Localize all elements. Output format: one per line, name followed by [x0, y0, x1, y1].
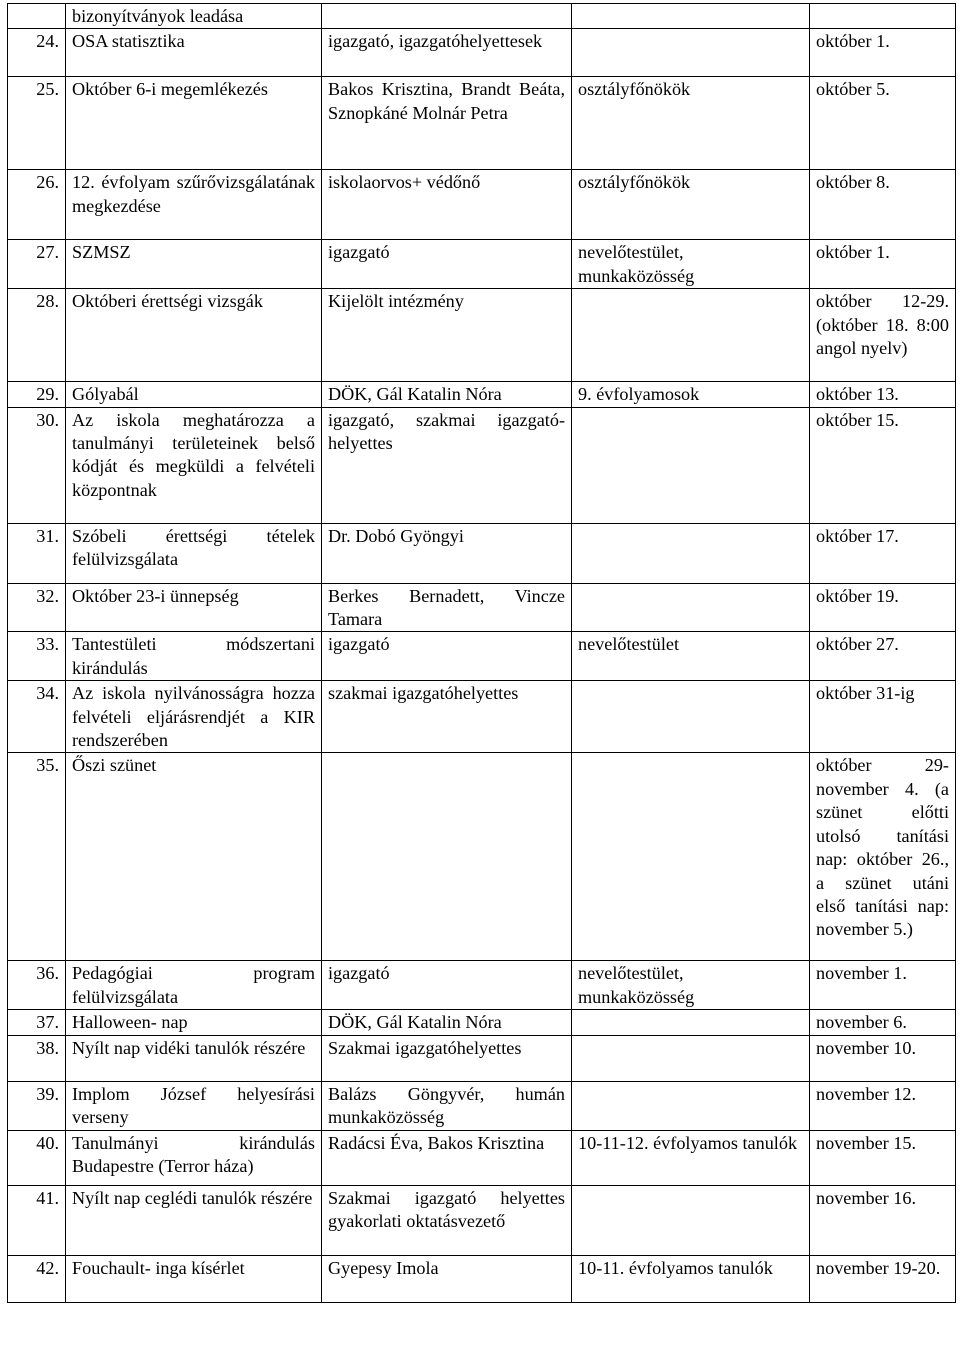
participants-cell: [572, 1185, 810, 1255]
responsible-cell: igazgató, igazgatóhelyettesek: [322, 29, 572, 77]
task-cell: Halloween- nap: [66, 1010, 322, 1035]
schedule-document: [7, 3, 956, 1303]
responsible-cell: Szakmai igazgató helyettes gyakorlati oktatásvezető: [322, 1185, 572, 1255]
participants-cell: [572, 583, 810, 632]
participants-cell: 10-11-12. évfolyamos tanulók: [572, 1130, 810, 1185]
table-row: [8, 1185, 956, 1255]
schedule-table: [7, 3, 956, 1303]
task-cell: Tanulmányi kirándulás Budapestre (Terror háza): [66, 1130, 322, 1185]
row-number: 24.: [8, 29, 66, 77]
participants-cell: osztályfőnökök: [572, 170, 810, 240]
participants-cell: osztályfőnökök: [572, 77, 810, 170]
date-cell: november 1.: [810, 961, 956, 1010]
row-number: 31.: [8, 523, 66, 583]
table-row: [8, 583, 956, 632]
row-number: [8, 4, 66, 29]
participants-cell: [572, 407, 810, 523]
row-number: 34.: [8, 681, 66, 753]
date-cell: október 8.: [810, 170, 956, 240]
date-cell: október 5.: [810, 77, 956, 170]
responsible-cell: Bakos Krisztina, Brandt Beáta, Sznopkáné Molnár Petra: [322, 77, 572, 170]
task-cell: Gólyabál: [66, 382, 322, 407]
task-cell: Októberi érettségi vizsgák: [66, 289, 322, 382]
participants-cell: [572, 1081, 810, 1130]
row-number: 41.: [8, 1185, 66, 1255]
responsible-cell: igazgató: [322, 632, 572, 681]
row-number: 28.: [8, 289, 66, 382]
schedule-table-body: [8, 4, 956, 1303]
date-cell: október 29- november 4. (a szünet előtti utolsó tanítási nap: október 26., a szünet utáni első tanítási nap: november 5.): [810, 753, 956, 961]
participants-cell: [572, 1035, 810, 1081]
participants-cell: [572, 681, 810, 753]
table-row: [8, 382, 956, 407]
table-row: [8, 170, 956, 240]
task-cell: SZMSZ: [66, 240, 322, 289]
row-number: 25.: [8, 77, 66, 170]
responsible-cell: igazgató, szakmai igazgató- helyettes: [322, 407, 572, 523]
date-cell: október 15.: [810, 407, 956, 523]
participants-cell: [572, 289, 810, 382]
row-number: 27.: [8, 240, 66, 289]
table-row: [8, 1081, 956, 1130]
date-cell: október 17.: [810, 523, 956, 583]
task-cell: Az iskola meghatározza a tanulmányi területeinek belső kódját és megküldi a felvételi központnak: [66, 407, 322, 523]
table-row: [8, 240, 956, 289]
task-cell: Szóbeli érettségi tételek felülvizsgálata: [66, 523, 322, 583]
date-cell: [810, 4, 956, 29]
task-cell: Pedagógiai program felülvizsgálata: [66, 961, 322, 1010]
participants-cell: [572, 523, 810, 583]
date-cell: november 16.: [810, 1185, 956, 1255]
table-row: [8, 1010, 956, 1035]
table-row: [8, 407, 956, 523]
row-number: 30.: [8, 407, 66, 523]
row-number: 36.: [8, 961, 66, 1010]
date-cell: október 13.: [810, 382, 956, 407]
date-cell: október 1.: [810, 240, 956, 289]
participants-cell: 9. évfolyamosok: [572, 382, 810, 407]
task-cell: Nyílt nap ceglédi tanulók részére: [66, 1185, 322, 1255]
task-cell: Nyílt nap vidéki tanulók részére: [66, 1035, 322, 1081]
participants-cell: [572, 4, 810, 29]
table-row: [8, 523, 956, 583]
responsible-cell: Dr. Dobó Gyöngyi: [322, 523, 572, 583]
responsible-cell: [322, 4, 572, 29]
responsible-cell: igazgató: [322, 240, 572, 289]
responsible-cell: iskolaorvos+ védőnő: [322, 170, 572, 240]
table-row: [8, 4, 956, 29]
task-cell: Az iskola nyilvánosságra hozza felvételi eljárásrendjét a KIR rendszerében: [66, 681, 322, 753]
row-number: 35.: [8, 753, 66, 961]
responsible-cell: Radácsi Éva, Bakos Krisztina: [322, 1130, 572, 1185]
row-number: 37.: [8, 1010, 66, 1035]
table-row: [8, 681, 956, 753]
responsible-cell: szakmai igazgatóhelyettes: [322, 681, 572, 753]
date-cell: november 10.: [810, 1035, 956, 1081]
participants-cell: [572, 753, 810, 961]
table-row: [8, 1255, 956, 1302]
date-cell: november 19-20.: [810, 1255, 956, 1302]
row-number: 38.: [8, 1035, 66, 1081]
responsible-cell: DÖK, Gál Katalin Nóra: [322, 1010, 572, 1035]
row-number: 29.: [8, 382, 66, 407]
responsible-cell: Berkes Bernadett, Vincze Tamara: [322, 583, 572, 632]
date-cell: október 31-ig: [810, 681, 956, 753]
date-cell: november 15.: [810, 1130, 956, 1185]
participants-cell: [572, 29, 810, 77]
task-cell: OSA statisztika: [66, 29, 322, 77]
task-cell: bizonyítványok leadása: [66, 4, 322, 29]
table-row: [8, 753, 956, 961]
task-cell: Őszi szünet: [66, 753, 322, 961]
date-cell: október 1.: [810, 29, 956, 77]
row-number: 33.: [8, 632, 66, 681]
task-cell: Október 6-i megemlékezés: [66, 77, 322, 170]
participants-cell: [572, 1010, 810, 1035]
table-row: [8, 289, 956, 382]
row-number: 26.: [8, 170, 66, 240]
participants-cell: nevelőtestület: [572, 632, 810, 681]
task-cell: Október 23-i ünnepség: [66, 583, 322, 632]
table-row: [8, 632, 956, 681]
date-cell: november 12.: [810, 1081, 956, 1130]
date-cell: október 12-29. (október 18. 8:00 angol nyelv): [810, 289, 956, 382]
participants-cell: 10-11. évfolyamos tanulók: [572, 1255, 810, 1302]
task-cell: Tantestületi módszertani kirándulás: [66, 632, 322, 681]
table-row: [8, 29, 956, 77]
responsible-cell: Szakmai igazgatóhelyettes: [322, 1035, 572, 1081]
row-number: 40.: [8, 1130, 66, 1185]
responsible-cell: Balázs Göngyvér, humán munkaközösség: [322, 1081, 572, 1130]
row-number: 39.: [8, 1081, 66, 1130]
participants-cell: nevelőtestület, munkaközösség: [572, 240, 810, 289]
task-cell: Fouchault- inga kísérlet: [66, 1255, 322, 1302]
responsible-cell: [322, 753, 572, 961]
row-number: 42.: [8, 1255, 66, 1302]
table-row: [8, 77, 956, 170]
table-row: [8, 1130, 956, 1185]
responsible-cell: igazgató: [322, 961, 572, 1010]
responsible-cell: Gyepesy Imola: [322, 1255, 572, 1302]
responsible-cell: Kijelölt intézmény: [322, 289, 572, 382]
date-cell: november 6.: [810, 1010, 956, 1035]
table-row: [8, 961, 956, 1010]
date-cell: október 27.: [810, 632, 956, 681]
task-cell: 12. évfolyam szűrővizsgálatának megkezdése: [66, 170, 322, 240]
row-number: 32.: [8, 583, 66, 632]
task-cell: Implom József helyesírási verseny: [66, 1081, 322, 1130]
participants-cell: nevelőtestület, munkaközösség: [572, 961, 810, 1010]
table-row: [8, 1035, 956, 1081]
date-cell: október 19.: [810, 583, 956, 632]
responsible-cell: DÖK, Gál Katalin Nóra: [322, 382, 572, 407]
